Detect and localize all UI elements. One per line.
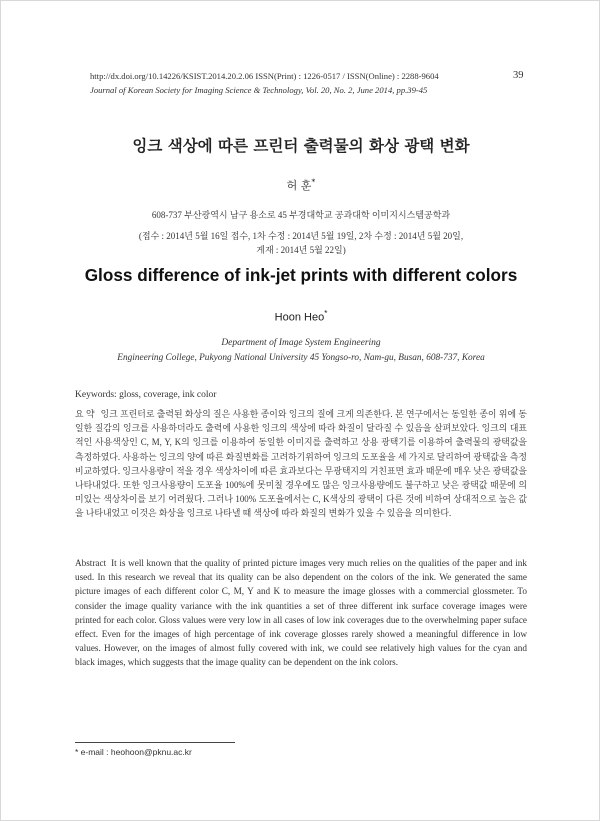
korean-author-name: 허 훈 (286, 179, 312, 192)
english-abstract-label: Abstract (75, 558, 107, 568)
doi-issn-line: http://dx.doi.org/10.14226/KSIST.2014.20.2.06 ISSN(Print) : 1226-0517 / ISSN(Online) : 2288-9604 (90, 71, 439, 81)
english-author-name: Hoon Heo (274, 311, 325, 324)
korean-author-mark: * (311, 177, 316, 187)
page-number: 39 (513, 70, 524, 81)
submission-dates-line-2: 게재 : 2014년 5월 22일) (256, 245, 346, 255)
english-author-mark: * (324, 309, 328, 318)
korean-title: 잉크 색상에 따른 프린터 출력물의 화상 광택 변화 (132, 137, 470, 155)
korean-abstract-label: 요 약 (75, 409, 95, 419)
keywords: Keywords: gloss, coverage, ink color (75, 390, 217, 400)
footnote-divider (75, 742, 235, 743)
korean-abstract (75, 407, 527, 521)
submission-dates (71, 229, 531, 257)
korean-affiliation: 608-737 부산광역시 남구 용소로 45 부경대학교 공과대학 이미지시스템공학과 (151, 210, 451, 220)
english-department: Department of Image System Engineering (221, 338, 381, 348)
english-title: Gloss difference of ink-jet prints with different colors (84, 265, 518, 285)
korean-abstract-text: 잉크 프린터로 출력된 화상의 질은 사용한 종이와 잉크의 질에 크게 의존한다. 본 연구에서는 동일한 종이 위에 동일한 질감의 잉크를 사용하더라도 출력에 사용한 잉크의 색상에 따라 화질이 달라질 수 있음을 살펴보았다. 잉크의 대표적인 사용색상인 C, M, Y, K의 잉크를 이용하여 동일한 이미지를 출력하고 상용 광택기를 이용하여 출력물의 광택값을 측정하였다. 사용하는 잉크의 양에 따른 화질변화를 고려하기위하여 잉크의 도포율을 세 가지로 달리하여 광택값을 측정 비교하였다. 잉크사용량이 적을 경우 색상차이에 따른 효과보다는 무광택지의 거친표면 효과 때문에 매우 낮은 광택값을 나타내었다. 또한 잉크사용량이 도포율 100%에 못미칠 경우에도 많은 잉크사용량에도 불구하고 낮은 광택값 때문에 의미있는 색상차이를 보기 어려웠다. 그러나 100% 도포율에서는 C, K색상의 광택이 다른 것에 비하여 상대적으로 높은 값을 나타내었고 이것은 화상을 잉크로 나타낼 때 색상에 따라 화질의 변화가 있을 수 있음을 의미한다. (75, 409, 527, 519)
journal-citation: Journal of Korean Society for Imaging Science & Technology, Vol. 20, No. 2, June 2014, pp.39-45 (90, 85, 428, 95)
english-affiliation: Engineering College, Pukyong National University 45 Yongso-ro, Nam-gu, Busan, 608-737, Korea (117, 353, 485, 363)
footnote-email: * e-mail : heohoon@pknu.ac.kr (75, 747, 192, 757)
english-abstract-text: It is well known that the quality of printed picture images very much relies on the qualities of the paper and ink used. In this research we reveal that its quality can be also dependent on the colors of the ink. We generated the same picture images of each different color C, M, Y and K to measure the image glosses with a commercial glossmeter. To consider the image quality variance with the ink quantities a set of three different ink surface coverage images were printed for each color. Gloss values were very low in all cases of low ink coverages due to the overwhelming paper suface effect. Even for the images of high percentage of ink coverage glosses rarely showed a meaningful difference in low values. However, on the images of almost fully covered with ink, we could see relatively high values for the cyan and black images, which suggests that the image quality can be dependent on the ink colors. (75, 558, 527, 668)
submission-dates-line-1: (접수 : 2014년 5월 16일 접수, 1차 수정 : 2014년 5월 19일, 2차 수정 : 2014년 5월 20일, (138, 231, 464, 241)
korean-author (1, 177, 600, 193)
english-abstract (75, 556, 527, 670)
english-author (1, 309, 600, 324)
